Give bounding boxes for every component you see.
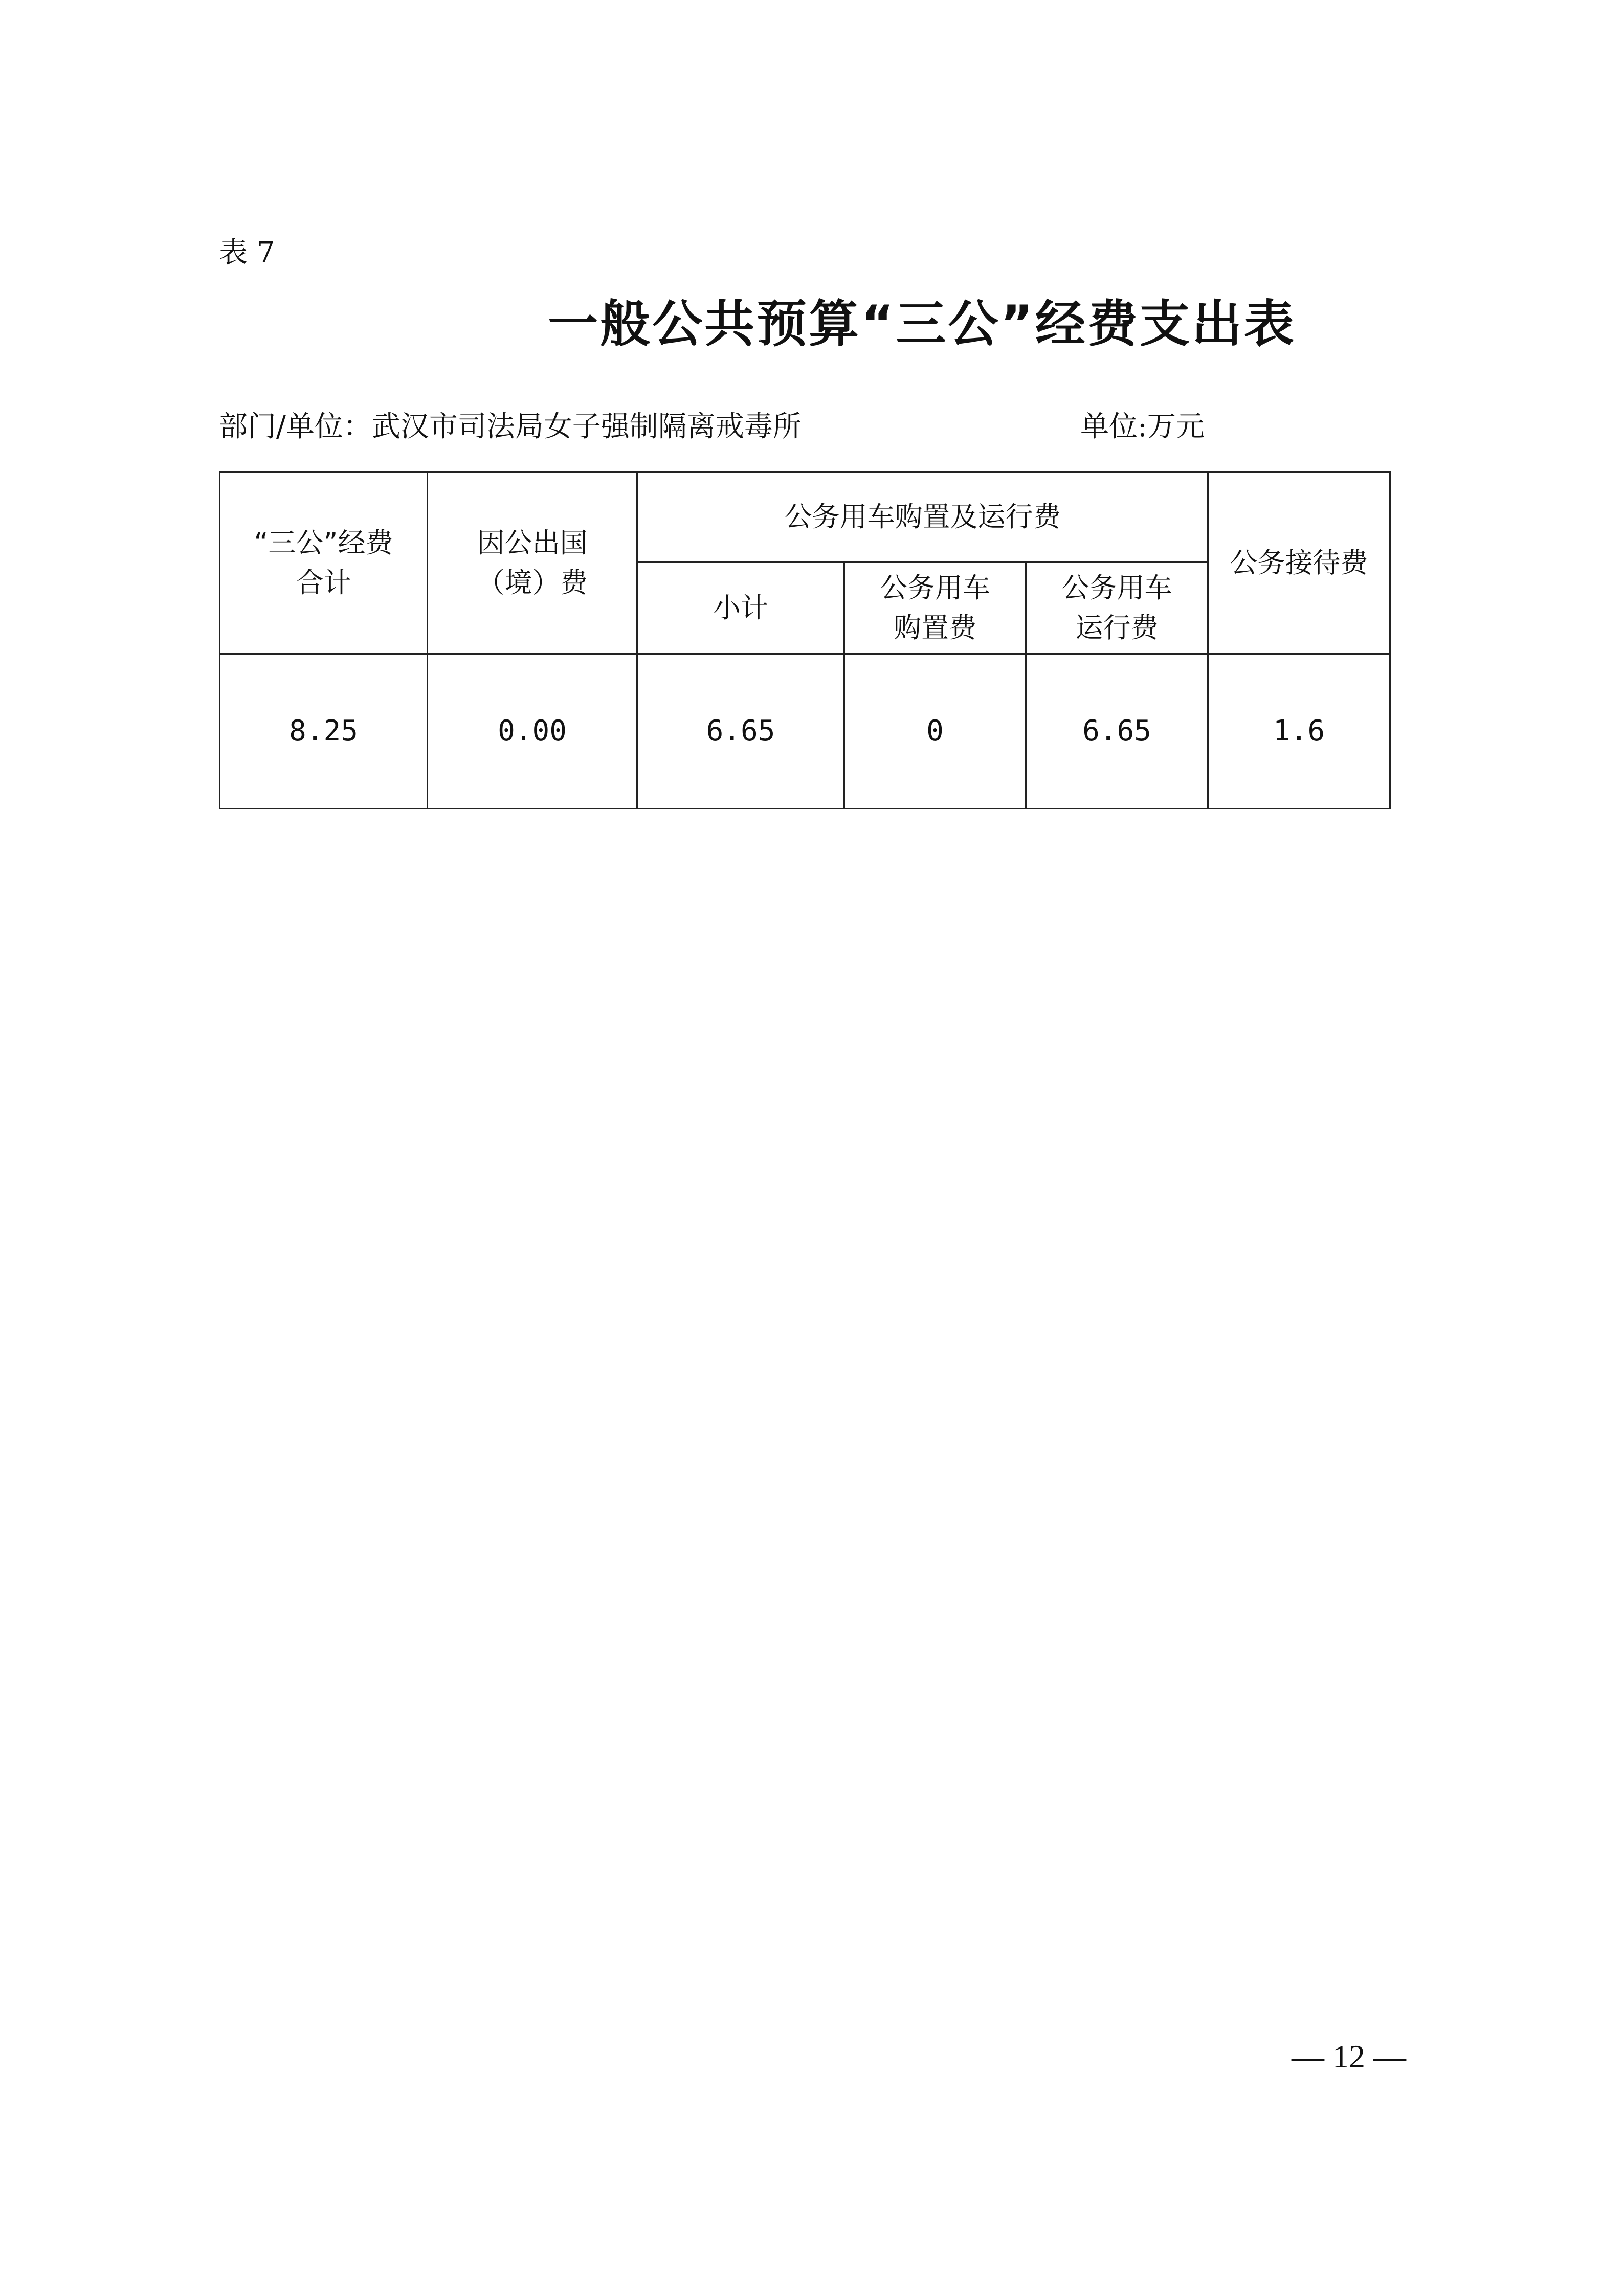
header-abroad: 因公出国 （境）费 — [428, 472, 637, 654]
header-vehicle-group: 公务用车购置及运行费 — [637, 472, 1208, 562]
document-title — [0, 284, 1624, 356]
value-vehicle-purchase: 0 — [844, 654, 1026, 809]
unit-label: 单位:万元 — [1080, 410, 1205, 443]
value-abroad: 0.00 — [428, 654, 637, 809]
header-vehicle-operation: 公务用车 运行费 — [1026, 562, 1208, 654]
header-row — [220, 472, 1390, 562]
header-reception: 公务接待费 — [1208, 472, 1390, 654]
department-label: 部门/单位：武汉市司法局女子强制隔离戒毒所 — [219, 410, 802, 443]
page-number: — 12 — — [1292, 2038, 1406, 2075]
header-total: “三公”经费 合计 — [220, 472, 428, 654]
header-subtotal: 小计 — [637, 562, 844, 654]
value-vehicle-operation: 6.65 — [1026, 654, 1208, 809]
table-row — [220, 654, 1390, 809]
header-vehicle-purchase: 公务用车 购置费 — [844, 562, 1026, 654]
table-number: 表 7 — [219, 236, 275, 269]
value-reception: 1.6 — [1208, 654, 1390, 809]
value-total: 8.25 — [220, 654, 428, 809]
document-title-text: 一般公共预算“三公”经费支出表 — [548, 295, 1296, 353]
value-subtotal: 6.65 — [637, 654, 844, 809]
three-public-expenses-table — [219, 471, 1391, 809]
